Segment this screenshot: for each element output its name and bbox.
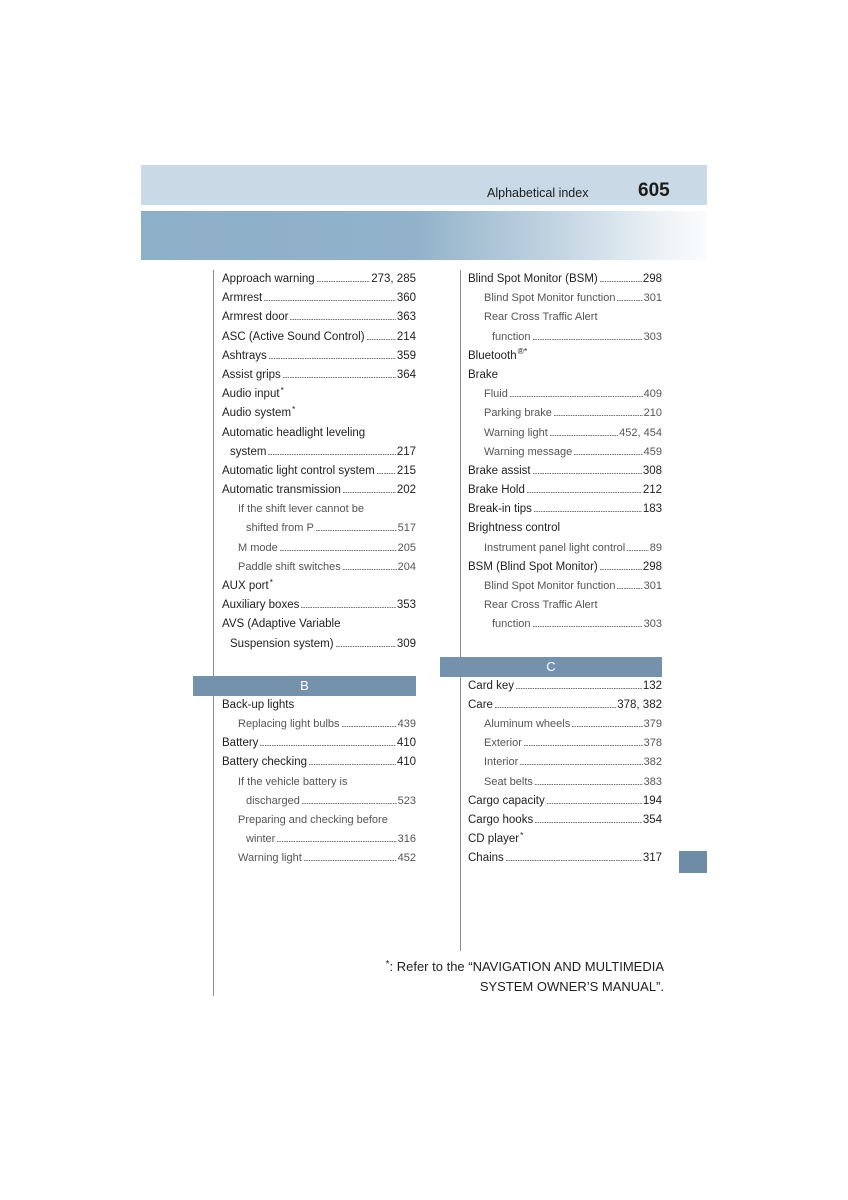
index-entry	[440, 677, 662, 696]
page-reference: 379	[643, 717, 662, 730]
dot-leader	[533, 626, 643, 627]
index-term: Automatic transmission	[222, 484, 341, 497]
index-term: shifted from P	[246, 522, 314, 535]
dot-leader	[520, 764, 642, 765]
page-reference: 202	[396, 484, 416, 497]
index-entry-continuation	[193, 519, 416, 538]
section-title: Alphabetical index	[487, 186, 589, 200]
footnote-mark: ®*	[517, 346, 528, 357]
page-number: 605	[638, 180, 670, 201]
dot-leader	[535, 784, 643, 785]
index-term: Assist grips	[222, 368, 281, 381]
index-term: Bluetooth	[468, 349, 517, 362]
index-term: M mode	[238, 541, 278, 554]
index-term: Suspension system)	[230, 637, 334, 650]
index-entry-continuation	[193, 443, 416, 462]
footnote-text-1: : Refer to the “NAVIGATION AND MULTIMEDIA	[389, 959, 664, 974]
index-entry	[193, 577, 416, 596]
page-reference: 383	[643, 775, 662, 788]
page-reference: 303	[643, 330, 662, 343]
dot-leader	[533, 339, 643, 340]
dot-leader	[317, 281, 371, 282]
index-term: Replacing light bulbs	[238, 717, 340, 730]
index-term: Care	[468, 698, 493, 711]
page-reference: 363	[396, 311, 416, 324]
page-reference: 301	[643, 580, 662, 592]
dot-leader	[260, 745, 395, 746]
index-term: function	[492, 330, 531, 343]
index-term: Instrument panel light control	[484, 541, 626, 554]
page-reference: 382	[643, 756, 662, 769]
index-entry-continuation	[193, 830, 416, 849]
index-entry	[193, 734, 416, 753]
index-entry	[440, 347, 662, 366]
dot-leader	[600, 281, 642, 282]
index-term: Seat belts	[484, 775, 533, 788]
index-term: Blind Spot Monitor (BSM)	[468, 273, 598, 285]
dot-leader	[277, 841, 396, 842]
index-entry	[440, 270, 662, 289]
index-entry	[193, 462, 416, 481]
index-entry	[440, 849, 662, 868]
page-reference: 316	[397, 833, 416, 846]
dot-leader	[516, 688, 642, 689]
index-term: Brake assist	[468, 464, 531, 477]
section-letter: B	[300, 677, 309, 693]
index-term: Aluminum wheels	[484, 717, 571, 730]
index-entry-continuation	[440, 615, 662, 634]
index-subentry	[193, 500, 416, 519]
index-entry	[193, 328, 416, 347]
index-entry	[193, 696, 416, 715]
index-subentry	[440, 734, 662, 753]
footnote-line-1	[386, 958, 664, 978]
index-entry	[193, 404, 416, 423]
page-reference: 359	[396, 349, 416, 362]
footnote-mark: *	[292, 403, 296, 414]
dot-leader	[535, 822, 642, 823]
index-entry	[440, 811, 662, 830]
index-column-left	[193, 270, 416, 868]
dot-leader	[534, 511, 642, 512]
dot-leader	[343, 569, 397, 570]
page-reference: 298	[642, 560, 662, 573]
page-reference: 410	[396, 737, 416, 750]
index-subentry	[440, 404, 662, 423]
index-term: Armrest door	[222, 311, 289, 324]
index-entry	[193, 308, 416, 327]
index-term: If the shift lever cannot be	[238, 503, 364, 516]
index-subentry	[193, 715, 416, 734]
index-term: Approach warning	[222, 273, 315, 285]
index-entry	[440, 519, 662, 538]
index-subentry	[440, 289, 662, 308]
index-term: Interior	[484, 756, 519, 769]
index-term: Exterior	[484, 737, 522, 750]
dot-leader	[506, 860, 642, 861]
index-entry	[193, 481, 416, 500]
dot-leader	[336, 646, 396, 647]
index-term: Parking brake	[484, 407, 552, 420]
index-entry-continuation	[440, 328, 662, 347]
dot-leader	[302, 803, 397, 804]
index-term: Chains	[468, 852, 504, 865]
dot-leader	[572, 726, 642, 727]
index-subentry	[440, 308, 662, 327]
index-subentry	[193, 558, 416, 577]
index-subentry	[193, 849, 416, 868]
index-term: Auxiliary boxes	[222, 599, 300, 612]
index-term: Rear Cross Traffic Alert	[484, 311, 598, 324]
dot-leader	[574, 454, 642, 455]
page-reference: 89	[649, 541, 662, 554]
index-term: discharged	[246, 794, 300, 807]
index-term: Back-up lights	[222, 698, 295, 711]
index-term: AVS (Adaptive Variable	[222, 618, 341, 631]
index-term: Audio input	[222, 388, 280, 401]
dot-leader	[342, 726, 397, 727]
dot-leader	[367, 339, 396, 340]
dot-leader	[510, 396, 643, 397]
index-term: Audio system	[222, 407, 292, 420]
index-term: Battery checking	[222, 756, 308, 769]
footnote-mark: *	[269, 576, 273, 587]
section-header-bar	[193, 676, 416, 696]
page-reference: 452, 454	[619, 426, 662, 439]
dot-leader	[533, 473, 642, 474]
page-reference: 309	[396, 637, 416, 650]
dot-leader	[316, 530, 397, 531]
dot-leader	[547, 803, 642, 804]
index-entry	[193, 270, 416, 289]
page-reference: 194	[642, 794, 662, 807]
index-subentry	[193, 539, 416, 558]
index-subentry	[440, 385, 662, 404]
page-reference: 217	[396, 445, 416, 458]
index-term: ASC (Active Sound Control)	[222, 330, 365, 343]
dot-leader	[290, 319, 395, 320]
dot-leader	[550, 435, 618, 436]
page-reference: 459	[643, 445, 662, 458]
dot-leader	[304, 860, 397, 861]
dot-leader	[309, 764, 396, 765]
index-term: system	[230, 445, 267, 458]
page-reference: 410	[396, 756, 416, 769]
index-term: Armrest	[222, 292, 263, 305]
index-entry	[193, 615, 416, 634]
dot-leader	[301, 607, 395, 608]
index-subentry	[440, 424, 662, 443]
index-entry	[440, 696, 662, 715]
dot-leader	[524, 745, 643, 746]
index-entry	[193, 596, 416, 615]
index-entry	[193, 366, 416, 385]
dot-leader	[268, 454, 395, 455]
index-term: Automatic headlight leveling	[222, 426, 366, 439]
index-term: winter	[246, 833, 276, 846]
index-subentry	[193, 773, 416, 792]
decorative-gradient-band	[141, 211, 707, 260]
dot-leader	[495, 707, 616, 708]
index-term: CD player	[468, 833, 520, 846]
page-reference: 132	[642, 679, 662, 692]
dot-leader	[377, 473, 396, 474]
index-subentry	[440, 539, 662, 558]
page-reference: 214	[396, 330, 416, 343]
dot-leader	[554, 415, 643, 416]
index-column-right	[440, 270, 662, 868]
index-entry	[193, 424, 416, 443]
index-subentry	[193, 811, 416, 830]
index-term: Break-in tips	[468, 503, 532, 516]
index-entry	[440, 792, 662, 811]
page-reference: 354	[642, 813, 662, 826]
index-term: Blind Spot Monitor function	[484, 580, 616, 592]
dot-leader	[280, 550, 397, 551]
index-entry-continuation	[193, 792, 416, 811]
dot-leader	[343, 492, 396, 493]
index-term: BSM (Blind Spot Monitor)	[468, 560, 598, 573]
index-term: Fluid	[484, 388, 508, 401]
index-term: Preparing and checking before	[238, 813, 388, 826]
index-subentry	[440, 577, 662, 596]
index-entry	[440, 830, 662, 849]
index-term: Ashtrays	[222, 349, 267, 362]
footnote-asterisk: *	[385, 959, 390, 970]
index-entry	[440, 558, 662, 577]
dot-leader	[617, 588, 642, 589]
page-reference: 298	[642, 273, 662, 285]
index-entry	[193, 289, 416, 308]
dot-leader	[617, 300, 642, 301]
page-reference: 303	[643, 618, 662, 631]
index-term: Blind Spot Monitor function	[484, 292, 616, 305]
page-reference: 183	[642, 503, 662, 516]
index-term: Brake	[468, 368, 499, 381]
page-reference: 523	[397, 794, 416, 807]
index-entry	[440, 462, 662, 481]
index-term: Paddle shift switches	[238, 560, 341, 573]
dot-leader	[283, 377, 396, 378]
index-term: AUX port	[222, 580, 269, 592]
page-reference: 301	[643, 292, 662, 305]
index-term: Cargo hooks	[468, 813, 534, 826]
page-reference: 308	[642, 464, 662, 477]
page-reference: 409	[643, 388, 662, 401]
page-reference: 212	[642, 484, 662, 497]
dot-leader	[600, 569, 642, 570]
index-subentry	[440, 443, 662, 462]
page-reference: 210	[643, 407, 662, 420]
header-band	[141, 165, 707, 205]
index-subentry	[440, 596, 662, 615]
index-entry	[193, 385, 416, 404]
index-term: Automatic light control system	[222, 464, 375, 477]
page-reference: 317	[642, 852, 662, 865]
index-subentry	[440, 773, 662, 792]
footnote-line-2: SYSTEM OWNER’S MANUAL”.	[479, 979, 664, 994]
index-entry	[440, 366, 662, 385]
page-reference: 353	[396, 599, 416, 612]
chapter-side-tab	[679, 851, 707, 873]
page-reference: 273, 285	[371, 273, 416, 285]
index-term: If the vehicle battery is	[238, 775, 348, 788]
page-reference: 378	[643, 737, 662, 750]
section-letter: C	[546, 658, 556, 674]
index-term: Battery	[222, 737, 259, 750]
index-term: Brake Hold	[468, 484, 525, 497]
index-term: Warning message	[484, 445, 573, 458]
section-header-bar	[440, 657, 662, 677]
page-reference: 364	[396, 368, 416, 381]
index-term: Rear Cross Traffic Alert	[484, 599, 598, 612]
dot-leader	[527, 492, 642, 493]
page-reference: 204	[397, 560, 416, 573]
dot-leader	[269, 358, 396, 359]
index-term: Card key	[468, 679, 515, 692]
index-term: Warning light	[238, 852, 302, 865]
page-reference: 517	[397, 522, 416, 535]
page-reference: 215	[396, 464, 416, 477]
page-reference: 360	[396, 292, 416, 305]
page-reference: 452	[397, 852, 416, 865]
index-term: Brightness control	[468, 522, 561, 535]
index-term: function	[492, 618, 531, 631]
index-entry	[440, 481, 662, 500]
page-reference: 439	[397, 717, 416, 730]
page-reference: 378, 382	[617, 698, 662, 711]
footnote-mark: *	[280, 384, 284, 395]
index-entry	[193, 347, 416, 366]
footnote	[386, 958, 664, 996]
index-entry-continuation	[193, 635, 416, 654]
dot-leader	[627, 550, 649, 551]
index-term: Warning light	[484, 426, 548, 439]
index-subentry	[440, 715, 662, 734]
page-reference: 205	[397, 541, 416, 554]
dot-leader	[264, 300, 396, 301]
index-subentry	[440, 753, 662, 772]
index-entry	[440, 500, 662, 519]
index-entry	[193, 753, 416, 772]
index-term: Cargo capacity	[468, 794, 545, 807]
footnote-mark: *	[520, 829, 524, 840]
